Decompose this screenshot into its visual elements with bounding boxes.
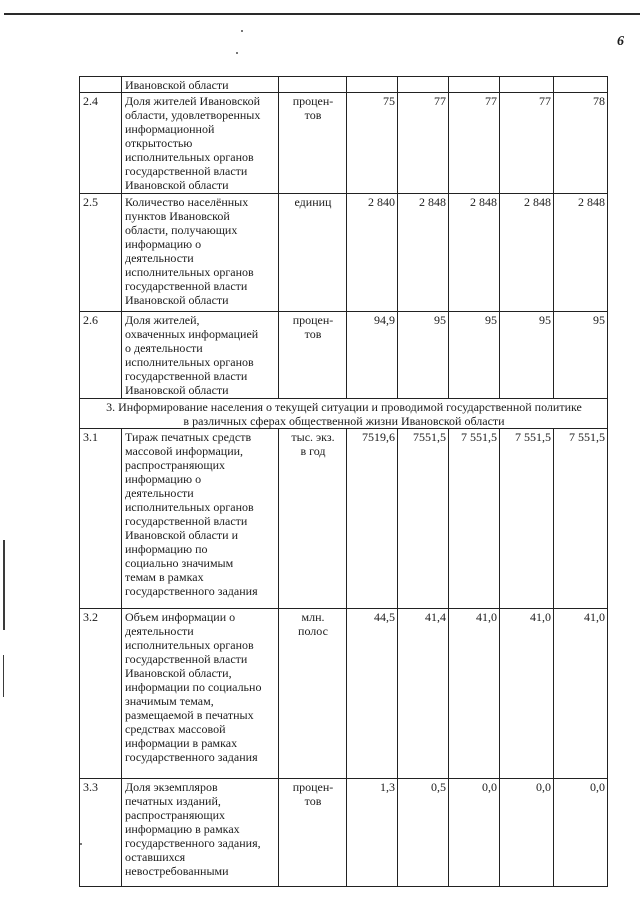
indicator-name-line: информации по социально bbox=[125, 680, 262, 694]
indicator-name-line: Количество населённых bbox=[125, 195, 249, 209]
indicator-value: 2 840 bbox=[347, 194, 398, 312]
indicator-unit-line: тов bbox=[304, 108, 322, 122]
indicator-number: 3.1 bbox=[80, 429, 122, 609]
indicator-name-line: исполнительных органов bbox=[125, 265, 254, 279]
indicator-name-line: области, получающих bbox=[125, 223, 238, 237]
indicator-name-line: государственного задания, bbox=[125, 836, 261, 850]
scan-margin-mark bbox=[3, 655, 4, 697]
indicator-value: 7551,5 bbox=[398, 429, 449, 609]
indicator-name-line: пунктов Ивановской bbox=[125, 209, 230, 223]
indicator-name-line: информацию о bbox=[125, 472, 202, 486]
indicator-value: 0,0 bbox=[500, 779, 554, 887]
indicator-name-line: информационной bbox=[125, 122, 215, 136]
indicator-name-line: охваченных информацией bbox=[125, 327, 259, 341]
indicator-name-line: значимым темам, bbox=[125, 694, 214, 708]
table-row bbox=[80, 429, 608, 609]
indicator-value: 7519,6 bbox=[347, 429, 398, 609]
indicator-value bbox=[554, 77, 608, 93]
indicator-value: 95 bbox=[500, 312, 554, 399]
indicator-value: 2 848 bbox=[398, 194, 449, 312]
section-heading-line: 3. Информирование населения о текущей ситуации и проводимой государственной политике bbox=[106, 400, 582, 414]
indicator-name bbox=[122, 312, 279, 399]
indicator-unit bbox=[279, 77, 347, 93]
indicator-name-line: деятельности bbox=[125, 486, 194, 500]
indicator-name bbox=[122, 93, 279, 194]
table-row bbox=[80, 312, 608, 399]
indicator-unit-line: процен- bbox=[292, 313, 334, 327]
indicator-value: 41,4 bbox=[398, 609, 449, 779]
indicator-name-line: деятельности bbox=[125, 624, 194, 638]
indicator-name-line: массовой информации, bbox=[125, 444, 244, 458]
indicator-unit-line: полос bbox=[298, 624, 328, 638]
indicator-name bbox=[122, 194, 279, 312]
indicator-name-line: Ивановской области bbox=[125, 383, 229, 397]
section-heading-row bbox=[80, 399, 608, 429]
indicator-unit-line: процен- bbox=[292, 94, 334, 108]
indicator-name-line: информацию о bbox=[125, 237, 202, 251]
indicator-name-line: государственной власти bbox=[125, 164, 248, 178]
indicator-value: 75 bbox=[347, 93, 398, 194]
indicator-name-line: информацию по bbox=[125, 542, 208, 556]
indicator-value: 94,9 bbox=[347, 312, 398, 399]
indicator-unit-line: тов bbox=[304, 327, 322, 341]
scan-margin-mark bbox=[3, 540, 5, 630]
indicator-unit bbox=[279, 93, 347, 194]
indicator-name-line: государственной власти bbox=[125, 514, 248, 528]
indicator-name-line: открытостью bbox=[125, 136, 193, 150]
table-row bbox=[80, 77, 608, 93]
indicator-name-line: государственной власти bbox=[125, 279, 248, 293]
indicator-name-line: распространяющих bbox=[125, 808, 225, 822]
indicator-name-line: области, удовлетворенных bbox=[125, 108, 261, 122]
indicator-name-line: деятельности bbox=[125, 251, 194, 265]
indicator-name-line: оставшихся bbox=[125, 850, 186, 864]
indicator-name-line: средствах массовой bbox=[125, 722, 226, 736]
indicator-unit bbox=[279, 194, 347, 312]
indicator-name bbox=[122, 609, 279, 779]
section-heading bbox=[80, 399, 608, 429]
indicator-name-line: Ивановской области bbox=[125, 293, 229, 307]
indicator-value: 0,5 bbox=[398, 779, 449, 887]
indicator-name-line: Тираж печатных средств bbox=[125, 430, 252, 444]
indicator-value: 2 848 bbox=[500, 194, 554, 312]
indicator-name-line: исполнительных органов bbox=[125, 150, 254, 164]
indicator-name-line: Ивановской области, bbox=[125, 666, 232, 680]
indicator-value: 7 551,5 bbox=[500, 429, 554, 609]
indicator-name-line: исполнительных органов bbox=[125, 355, 254, 369]
indicator-name-line: информации в рамках bbox=[125, 736, 238, 750]
indicator-number: 2.5 bbox=[80, 194, 122, 312]
indicator-name bbox=[122, 429, 279, 609]
table-row bbox=[80, 194, 608, 312]
indicator-unit-line: тыс. экз. bbox=[291, 430, 335, 444]
indicator-name-line: информацию в рамках bbox=[125, 822, 240, 836]
page-number: 6 bbox=[617, 34, 624, 49]
section-heading-line: в различных сферах общественной жизни Ивановской области bbox=[183, 414, 505, 428]
indicator-value: 41,0 bbox=[554, 609, 608, 779]
indicator-value: 95 bbox=[554, 312, 608, 399]
indicator-name-line: размещаемой в печатных bbox=[125, 708, 254, 722]
indicator-value: 2 848 bbox=[554, 194, 608, 312]
indicator-name-line: Ивановской области bbox=[125, 78, 229, 92]
indicator-name-line: государственной власти bbox=[125, 369, 248, 383]
indicator-value: 2 848 bbox=[449, 194, 500, 312]
indicator-unit-line: млн. bbox=[301, 610, 325, 624]
indicator-value: 44,5 bbox=[347, 609, 398, 779]
indicator-value: 1,3 bbox=[347, 779, 398, 887]
indicator-name-line: Ивановской области bbox=[125, 178, 229, 192]
indicator-value: 0,0 bbox=[554, 779, 608, 887]
indicator-unit-line: процен- bbox=[292, 780, 334, 794]
indicator-number: 2.6 bbox=[80, 312, 122, 399]
indicator-value bbox=[500, 77, 554, 93]
indicator-value: 95 bbox=[398, 312, 449, 399]
top-rule bbox=[4, 13, 640, 15]
indicator-name-line: распространяющих bbox=[125, 458, 225, 472]
indicator-name-line: о деятельности bbox=[125, 341, 203, 355]
indicator-name-line: Доля жителей Ивановской bbox=[125, 94, 261, 108]
indicator-unit-line: единиц bbox=[294, 195, 332, 209]
indicator-unit bbox=[279, 312, 347, 399]
table-row bbox=[80, 93, 608, 194]
table-row bbox=[80, 609, 608, 779]
indicator-name-line: государственного задания bbox=[125, 750, 258, 764]
indicator-number: 3.2 bbox=[80, 609, 122, 779]
indicator-unit bbox=[279, 429, 347, 609]
indicator-value: 77 bbox=[500, 93, 554, 194]
indicator-name-line: Ивановской области и bbox=[125, 528, 239, 542]
indicator-number: 2.4 bbox=[80, 93, 122, 194]
indicator-value: 77 bbox=[449, 93, 500, 194]
indicator-value: 95 bbox=[449, 312, 500, 399]
indicator-value: 0,0 bbox=[449, 779, 500, 887]
indicator-unit-line: в год bbox=[300, 444, 326, 458]
indicator-name-line: печатных изданий, bbox=[125, 794, 221, 808]
indicator-number bbox=[80, 77, 122, 93]
indicator-name bbox=[122, 77, 279, 93]
indicator-value bbox=[347, 77, 398, 93]
indicator-name-line: Доля экземпляров bbox=[125, 780, 218, 794]
table-row bbox=[80, 779, 608, 887]
indicator-value: 41,0 bbox=[449, 609, 500, 779]
indicator-value: 7 551,5 bbox=[554, 429, 608, 609]
indicator-name-line: невостребованными bbox=[125, 864, 229, 878]
indicator-name bbox=[122, 779, 279, 887]
indicators-table bbox=[79, 76, 608, 887]
indicator-name-line: социально значимым bbox=[125, 556, 234, 570]
indicators-table-body bbox=[80, 77, 608, 887]
indicator-name-line: Объем информации о bbox=[125, 610, 236, 624]
indicator-name-line: государственного задания bbox=[125, 584, 258, 598]
indicator-unit-line: тов bbox=[304, 794, 322, 808]
indicator-name-line: темам в рамках bbox=[125, 570, 204, 584]
scan-speck bbox=[236, 52, 238, 54]
indicator-name-line: исполнительных органов bbox=[125, 500, 254, 514]
indicator-name-line: государственной власти bbox=[125, 652, 248, 666]
indicator-name-line: исполнительных органов bbox=[125, 638, 254, 652]
indicator-number: 3.3 bbox=[80, 779, 122, 887]
indicator-value: 78 bbox=[554, 93, 608, 194]
indicator-unit bbox=[279, 609, 347, 779]
indicator-value: 7 551,5 bbox=[449, 429, 500, 609]
indicator-unit bbox=[279, 779, 347, 887]
scan-speck bbox=[241, 30, 243, 32]
indicator-value bbox=[398, 77, 449, 93]
indicator-value: 41,0 bbox=[500, 609, 554, 779]
indicator-name-line: Доля жителей, bbox=[125, 313, 200, 327]
indicator-value bbox=[449, 77, 500, 93]
indicator-value: 77 bbox=[398, 93, 449, 194]
